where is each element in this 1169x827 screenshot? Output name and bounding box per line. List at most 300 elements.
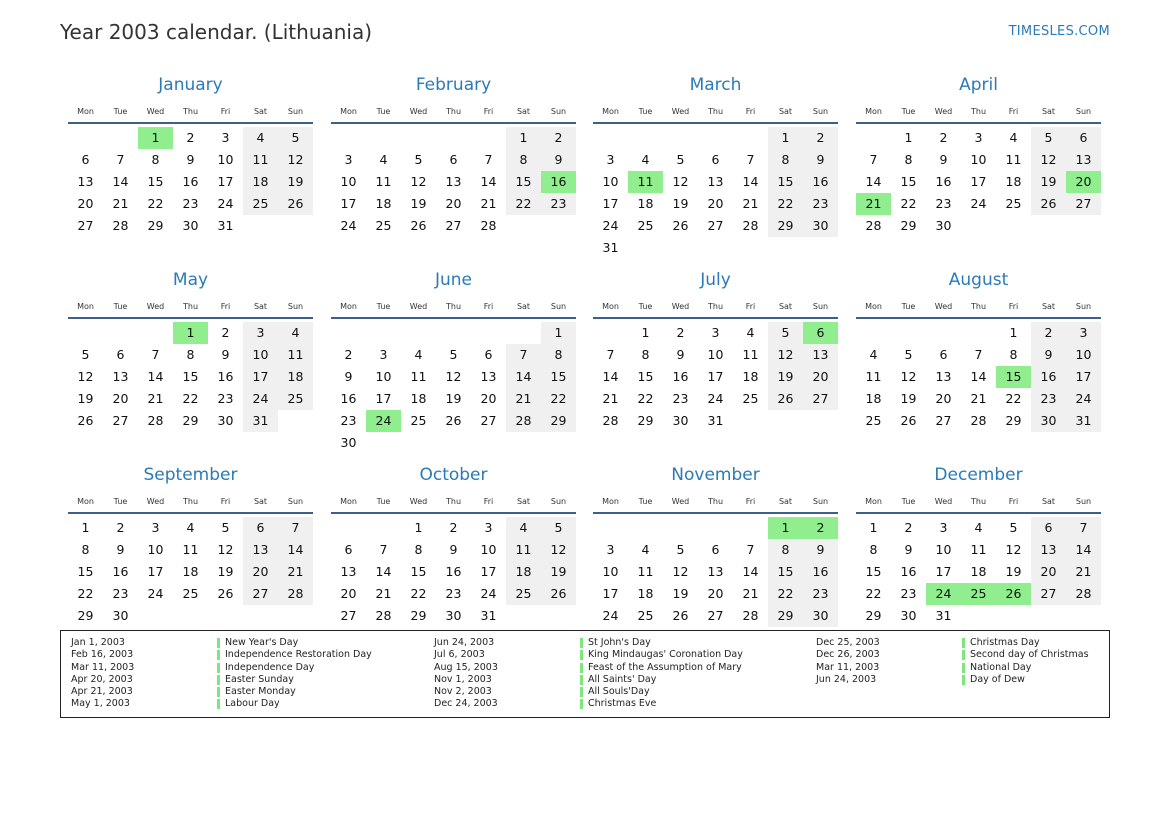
day-cell: 10 xyxy=(970,152,987,167)
weekday-label: Tue xyxy=(113,107,128,116)
month-divider xyxy=(856,317,1101,319)
weekday-label: Sat xyxy=(253,497,268,506)
holiday-name: Christmas Day xyxy=(970,637,1040,648)
weekday-label: Fri xyxy=(483,497,494,506)
day-cell: 1 xyxy=(541,322,576,344)
holiday-row xyxy=(71,649,391,661)
weekday-label: Sat xyxy=(253,302,268,311)
day-cell: 14 xyxy=(970,369,987,384)
day-cell: 19 xyxy=(445,391,462,406)
day-cell: 28 xyxy=(112,218,129,233)
day-cell: 10 xyxy=(1066,344,1101,366)
weekday-label: Wed xyxy=(934,107,953,116)
holiday-row xyxy=(434,698,754,710)
day-cell: 10 xyxy=(602,564,619,579)
day-cell: 5 xyxy=(1009,520,1018,535)
day-cell: 30 xyxy=(900,608,917,623)
weekday-label: Wed xyxy=(671,497,690,506)
day-cell: 20 xyxy=(445,196,462,211)
day-cell: 15 xyxy=(637,369,654,384)
month-name: June xyxy=(434,270,473,290)
holiday-day-cell: 20 xyxy=(1066,171,1101,193)
weekday-label: Sat xyxy=(1041,497,1056,506)
day-cell: 9 xyxy=(449,542,458,557)
day-cell: 24 xyxy=(243,388,278,410)
holiday-name: King Mindaugas' Coronation Day xyxy=(588,649,743,661)
day-cell: 4 xyxy=(641,542,650,557)
day-grid xyxy=(331,322,576,454)
day-cell: 6 xyxy=(1031,517,1066,539)
day-cell: 14 xyxy=(375,564,392,579)
day-cell: 22 xyxy=(1005,391,1022,406)
day-cell: 15 xyxy=(768,171,803,193)
weekday-label: Sat xyxy=(253,107,268,116)
day-cell: 24 xyxy=(602,218,619,233)
day-cell: 15 xyxy=(410,564,427,579)
day-cell: 25 xyxy=(506,583,541,605)
weekday-label: Sat xyxy=(778,497,793,506)
holiday-marker xyxy=(217,699,220,709)
day-cell: 9 xyxy=(221,347,230,362)
day-cell: 17 xyxy=(707,369,724,384)
day-cell: 29 xyxy=(410,608,427,623)
weekday-label: Wed xyxy=(934,302,953,311)
day-cell: 11 xyxy=(278,344,313,366)
day-cell: 13 xyxy=(243,539,278,561)
day-cell: 15 xyxy=(182,369,199,384)
day-cell: 18 xyxy=(1005,174,1022,189)
weekday-label: Fri xyxy=(483,302,494,311)
day-cell: 2 xyxy=(344,347,353,362)
day-cell: 7 xyxy=(379,542,388,557)
weekday-header xyxy=(331,107,576,121)
day-cell: 27 xyxy=(243,583,278,605)
day-cell: 8 xyxy=(541,344,576,366)
day-cell: 3 xyxy=(606,152,615,167)
weekday-label: Mon xyxy=(865,302,882,311)
weekday-label: Mon xyxy=(602,302,619,311)
day-cell: 24 xyxy=(1066,388,1101,410)
month-name: May xyxy=(172,270,209,290)
day-cell: 16 xyxy=(445,564,462,579)
day-cell: 20 xyxy=(243,561,278,583)
weekday-label: Wed xyxy=(146,302,165,311)
weekday-label: Thu xyxy=(182,497,199,506)
day-grid xyxy=(68,322,313,454)
day-cell: 7 xyxy=(116,152,125,167)
day-cell: 26 xyxy=(672,218,689,233)
day-cell: 16 xyxy=(340,391,357,406)
day-cell: 15 xyxy=(541,366,576,388)
day-cell: 26 xyxy=(217,586,234,601)
weekday-label: Sun xyxy=(812,497,829,506)
weekday-header xyxy=(331,302,576,316)
holiday-name: Second day of Christmas xyxy=(970,649,1089,661)
weekday-label: Thu xyxy=(182,107,199,116)
day-cell: 4 xyxy=(379,152,388,167)
day-cell: 29 xyxy=(768,215,803,237)
day-cell: 18 xyxy=(410,391,427,406)
day-cell: 21 xyxy=(375,586,392,601)
day-cell: 9 xyxy=(904,542,913,557)
day-cell: 25 xyxy=(1005,196,1022,211)
day-cell: 25 xyxy=(742,391,759,406)
month-may xyxy=(68,270,313,450)
day-cell: 20 xyxy=(480,391,497,406)
day-cell: 5 xyxy=(1031,127,1066,149)
holiday-row xyxy=(816,649,1136,661)
day-cell: 23 xyxy=(803,193,838,215)
month-divider xyxy=(68,317,313,319)
day-cell: 27 xyxy=(480,413,497,428)
day-cell: 9 xyxy=(541,149,576,171)
weekday-label: Fri xyxy=(1008,497,1019,506)
day-cell: 27 xyxy=(935,413,952,428)
day-cell: 27 xyxy=(112,413,129,428)
day-cell: 23 xyxy=(935,196,952,211)
day-cell: 16 xyxy=(217,369,234,384)
weekday-label: Mon xyxy=(77,497,94,506)
day-cell: 4 xyxy=(278,322,313,344)
day-cell: 16 xyxy=(803,561,838,583)
day-cell: 29 xyxy=(77,608,94,623)
day-cell: 4 xyxy=(243,127,278,149)
day-cell: 12 xyxy=(445,369,462,384)
holiday-marker xyxy=(962,675,965,685)
day-cell: 2 xyxy=(116,520,125,535)
weekday-header xyxy=(856,107,1101,121)
day-cell: 6 xyxy=(484,347,493,362)
day-cell: 14 xyxy=(112,174,129,189)
month-june xyxy=(331,270,576,450)
weekday-label: Mon xyxy=(865,497,882,506)
holiday-name: Christmas Eve xyxy=(588,698,657,710)
holiday-row xyxy=(816,637,1136,649)
holiday-date: Apr 20, 2003 xyxy=(71,673,133,685)
day-cell: 3 xyxy=(243,322,278,344)
day-cell: 13 xyxy=(1066,149,1101,171)
month-april xyxy=(856,75,1101,255)
weekday-label: Thu xyxy=(707,107,724,116)
holiday-row xyxy=(816,662,1136,674)
holiday-date: Nov 2, 2003 xyxy=(434,686,492,698)
day-cell: 18 xyxy=(506,561,541,583)
day-cell: 22 xyxy=(147,196,164,211)
day-cell: 22 xyxy=(506,193,541,215)
day-cell: 8 xyxy=(869,542,878,557)
day-cell: 10 xyxy=(217,152,234,167)
day-cell: 13 xyxy=(445,174,462,189)
holiday-date: Dec 24, 2003 xyxy=(434,698,498,710)
weekday-label: Fri xyxy=(483,107,494,116)
day-cell: 15 xyxy=(900,174,917,189)
day-cell: 2 xyxy=(939,130,948,145)
day-cell: 12 xyxy=(900,369,917,384)
day-cell: 24 xyxy=(707,391,724,406)
day-cell: 16 xyxy=(182,174,199,189)
weekday-header xyxy=(593,497,838,511)
day-cell: 25 xyxy=(865,413,882,428)
holiday-row xyxy=(71,674,391,686)
day-cell: 21 xyxy=(742,586,759,601)
day-cell: 18 xyxy=(970,564,987,579)
day-cell: 25 xyxy=(637,608,654,623)
day-cell: 18 xyxy=(637,586,654,601)
day-cell: 14 xyxy=(506,366,541,388)
day-cell: 21 xyxy=(970,391,987,406)
day-cell: 4 xyxy=(506,517,541,539)
day-cell: 21 xyxy=(602,391,619,406)
day-cell: 23 xyxy=(217,391,234,406)
day-cell: 2 xyxy=(449,520,458,535)
day-cell: 2 xyxy=(904,520,913,535)
day-cell: 3 xyxy=(344,152,353,167)
day-cell: 19 xyxy=(768,366,803,388)
month-september xyxy=(68,465,313,645)
weekday-label: Fri xyxy=(220,497,231,506)
day-cell: 12 xyxy=(278,149,313,171)
day-cell: 16 xyxy=(672,369,689,384)
day-cell: 10 xyxy=(147,542,164,557)
day-cell: 23 xyxy=(340,413,357,428)
day-cell: 9 xyxy=(676,347,685,362)
weekday-label: Mon xyxy=(340,497,357,506)
holiday-marker xyxy=(217,638,220,648)
day-cell: 19 xyxy=(1031,171,1066,193)
holiday-legend xyxy=(60,630,1110,718)
day-cell: 7 xyxy=(606,347,615,362)
holiday-day-cell: 24 xyxy=(366,410,401,432)
day-cell: 30 xyxy=(803,605,838,627)
day-cell: 19 xyxy=(278,171,313,193)
weekday-label: Tue xyxy=(376,107,391,116)
weekday-header xyxy=(856,497,1101,511)
weekday-label: Sun xyxy=(1075,497,1092,506)
day-cell: 26 xyxy=(445,413,462,428)
day-cell: 30 xyxy=(182,218,199,233)
day-cell: 20 xyxy=(935,391,952,406)
weekday-label: Sun xyxy=(550,497,567,506)
day-cell: 2 xyxy=(221,325,230,340)
month-name: October xyxy=(419,465,488,485)
day-cell: 3 xyxy=(711,325,720,340)
day-cell: 14 xyxy=(278,539,313,561)
day-cell: 31 xyxy=(707,413,724,428)
day-cell: 7 xyxy=(1066,517,1101,539)
day-cell: 28 xyxy=(865,218,882,233)
holiday-column xyxy=(434,637,754,711)
day-cell: 17 xyxy=(147,564,164,579)
holiday-day-cell: 11 xyxy=(628,171,663,193)
day-cell: 18 xyxy=(637,196,654,211)
day-cell: 7 xyxy=(151,347,160,362)
day-cell: 1 xyxy=(904,130,913,145)
day-cell: 12 xyxy=(768,344,803,366)
weekday-label: Mon xyxy=(340,107,357,116)
page-title: Year 2003 calendar. (Lithuania) xyxy=(60,20,373,44)
day-cell: 5 xyxy=(278,127,313,149)
weekday-label: Fri xyxy=(220,302,231,311)
day-cell: 11 xyxy=(1005,152,1022,167)
day-cell: 13 xyxy=(1031,539,1066,561)
weekday-label: Tue xyxy=(638,497,653,506)
weekday-label: Thu xyxy=(970,107,987,116)
day-cell: 1 xyxy=(1009,325,1018,340)
day-cell: 13 xyxy=(77,174,94,189)
day-cell: 17 xyxy=(935,564,952,579)
day-cell: 8 xyxy=(641,347,650,362)
day-cell: 21 xyxy=(480,196,497,211)
weekday-label: Wed xyxy=(146,497,165,506)
day-cell: 14 xyxy=(742,564,759,579)
day-cell: 28 xyxy=(506,410,541,432)
weekday-label: Sat xyxy=(778,302,793,311)
day-cell: 1 xyxy=(414,520,423,535)
weekday-label: Thu xyxy=(445,497,462,506)
weekday-label: Mon xyxy=(602,497,619,506)
month-name: November xyxy=(671,465,760,485)
weekday-label: Sat xyxy=(1041,107,1056,116)
day-cell: 26 xyxy=(768,388,803,410)
weekday-label: Tue xyxy=(901,302,916,311)
weekday-label: Mon xyxy=(340,302,357,311)
day-cell: 17 xyxy=(480,564,497,579)
day-cell: 3 xyxy=(151,520,160,535)
day-cell: 8 xyxy=(414,542,423,557)
day-cell: 21 xyxy=(506,388,541,410)
day-cell: 12 xyxy=(541,539,576,561)
day-cell: 6 xyxy=(711,152,720,167)
month-divider xyxy=(331,122,576,124)
day-cell: 28 xyxy=(147,413,164,428)
day-cell: 5 xyxy=(414,152,423,167)
day-cell: 5 xyxy=(904,347,913,362)
day-cell: 17 xyxy=(602,586,619,601)
day-cell: 18 xyxy=(375,196,392,211)
brand-link[interactable]: TIMESLES.COM xyxy=(1008,24,1110,39)
day-cell: 10 xyxy=(340,174,357,189)
day-cell: 16 xyxy=(1031,366,1066,388)
day-cell: 18 xyxy=(182,564,199,579)
day-cell: 16 xyxy=(112,564,129,579)
holiday-column xyxy=(71,637,391,711)
day-cell: 8 xyxy=(1009,347,1018,362)
weekday-label: Sat xyxy=(516,497,531,506)
day-cell: 24 xyxy=(340,218,357,233)
holiday-marker xyxy=(962,650,965,660)
weekday-label: Tue xyxy=(113,302,128,311)
day-cell: 26 xyxy=(278,193,313,215)
day-cell: 31 xyxy=(480,608,497,623)
day-cell: 30 xyxy=(803,215,838,237)
day-cell: 13 xyxy=(340,564,357,579)
day-cell: 11 xyxy=(375,174,392,189)
holiday-date: Jan 1, 2003 xyxy=(71,637,125,648)
weekday-label: Sun xyxy=(1075,107,1092,116)
day-cell: 10 xyxy=(707,347,724,362)
holiday-marker xyxy=(580,663,583,673)
day-cell: 5 xyxy=(449,347,458,362)
holiday-day-cell: 15 xyxy=(996,366,1031,388)
day-cell: 8 xyxy=(151,152,160,167)
day-cell: 9 xyxy=(116,542,125,557)
day-cell: 2 xyxy=(1031,322,1066,344)
day-cell: 9 xyxy=(1031,344,1066,366)
holiday-row xyxy=(71,686,391,698)
day-cell: 10 xyxy=(935,542,952,557)
day-cell: 29 xyxy=(768,605,803,627)
weekday-label: Fri xyxy=(745,497,756,506)
month-december xyxy=(856,465,1101,645)
day-cell: 8 xyxy=(904,152,913,167)
month-divider xyxy=(856,122,1101,124)
day-cell: 3 xyxy=(221,130,230,145)
day-cell: 13 xyxy=(707,174,724,189)
holiday-day-cell: 6 xyxy=(803,322,838,344)
day-cell: 22 xyxy=(768,583,803,605)
holiday-column xyxy=(816,637,1136,686)
day-cell: 3 xyxy=(939,520,948,535)
day-cell: 19 xyxy=(541,561,576,583)
month-march xyxy=(593,75,838,255)
weekday-header xyxy=(856,302,1101,316)
day-cell: 8 xyxy=(768,149,803,171)
day-cell: 17 xyxy=(340,196,357,211)
weekday-label: Wed xyxy=(671,302,690,311)
weekday-header xyxy=(593,302,838,316)
holiday-date: Feb 16, 2003 xyxy=(71,649,134,661)
weekday-label: Wed xyxy=(934,497,953,506)
day-cell: 23 xyxy=(900,586,917,601)
day-cell: 8 xyxy=(506,149,541,171)
holiday-date: Jun 24, 2003 xyxy=(434,637,495,648)
month-july xyxy=(593,270,838,450)
month-november xyxy=(593,465,838,645)
day-cell: 31 xyxy=(1066,410,1101,432)
day-cell: 31 xyxy=(243,410,278,432)
day-cell: 30 xyxy=(217,413,234,428)
day-cell: 3 xyxy=(1066,322,1101,344)
weekday-label: Thu xyxy=(445,302,462,311)
month-name: July xyxy=(700,270,731,290)
day-cell: 23 xyxy=(445,586,462,601)
day-cell: 28 xyxy=(278,583,313,605)
day-cell: 12 xyxy=(672,174,689,189)
day-cell: 6 xyxy=(116,347,125,362)
month-august xyxy=(856,270,1101,450)
day-cell: 23 xyxy=(182,196,199,211)
day-cell: 17 xyxy=(375,391,392,406)
day-cell: 19 xyxy=(672,586,689,601)
holiday-row xyxy=(816,674,1136,686)
day-grid xyxy=(68,127,313,259)
day-cell: 12 xyxy=(217,542,234,557)
holiday-day-cell: 16 xyxy=(541,171,576,193)
day-cell: 29 xyxy=(147,218,164,233)
holiday-name: New Year's Day xyxy=(225,637,299,648)
day-cell: 19 xyxy=(410,196,427,211)
month-divider xyxy=(68,512,313,514)
weekday-label: Tue xyxy=(901,107,916,116)
day-cell: 6 xyxy=(449,152,458,167)
day-cell: 26 xyxy=(77,413,94,428)
day-cell: 28 xyxy=(970,413,987,428)
holiday-marker xyxy=(580,687,583,697)
weekday-header xyxy=(331,497,576,511)
holiday-name: Easter Sunday xyxy=(225,673,294,685)
day-cell: 25 xyxy=(410,413,427,428)
weekday-label: Thu xyxy=(445,107,462,116)
